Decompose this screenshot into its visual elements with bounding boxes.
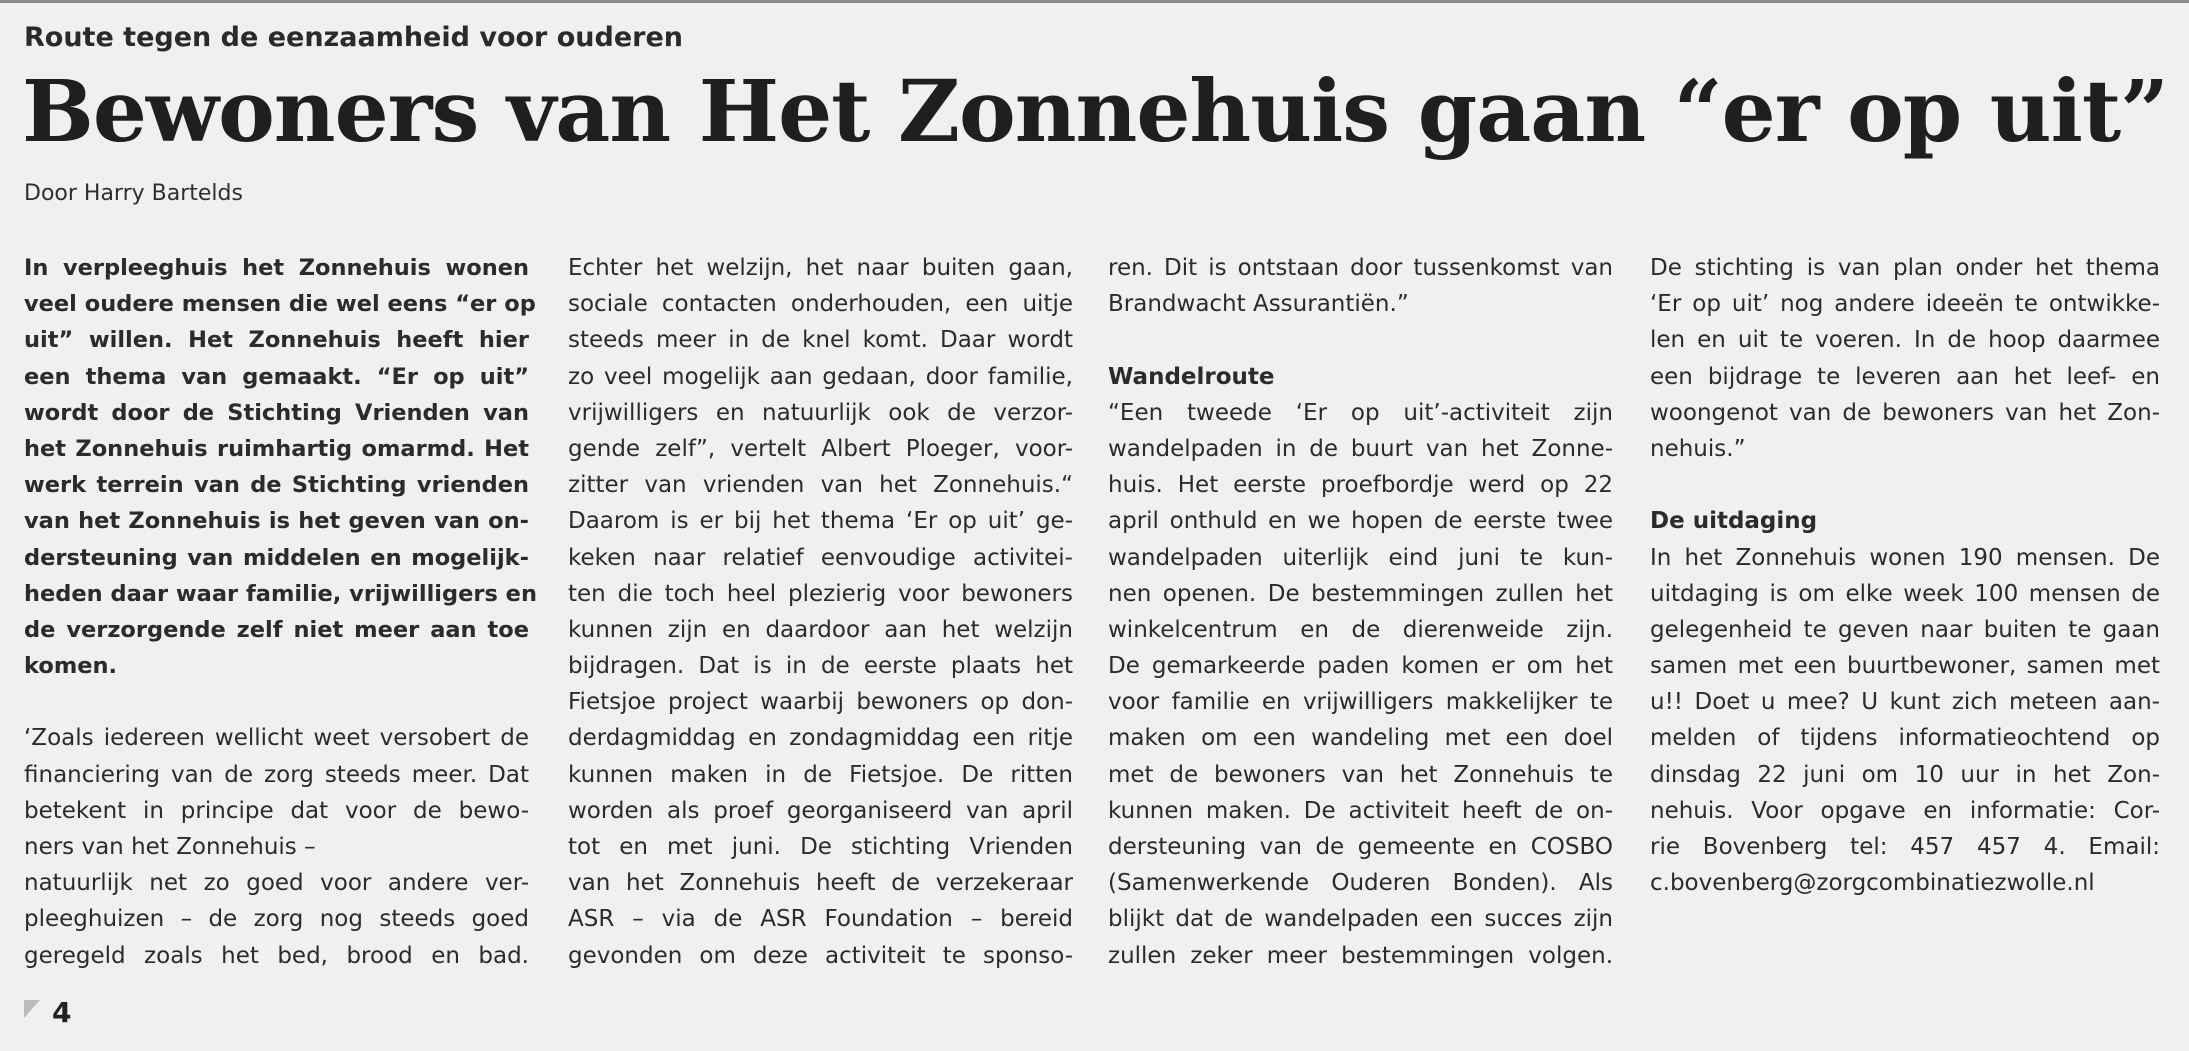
body-line: De stichting is van plan onder het thema [1650,255,2160,281]
body-line: van het Zonnehuis heeft de verzekeraar [568,870,1073,897]
body-line: zo veel mogelijk aan gedaan, door familie, [568,363,1073,390]
top-rule [0,0,2189,3]
body-line: een bijdrage te leveren aan het leef- en [1650,363,2160,390]
body-line: (Samenwerkende Ouderen Bonden). Als [1108,870,1613,897]
lead-line: het Zonnehuis ruimhartig omarmd. Het [24,435,529,462]
lead-line: wordt door de Stichting Vrienden van [24,399,529,426]
body-line: ‘Er op uit’ nog andere ideeën te ontwikke- [1650,291,2160,318]
body-line: natuurlijk net zo goed voor andere ver- [24,870,529,897]
lead-line: werk terrein van de Stichting vrienden [24,472,529,499]
body-line: geregeld zoals het bed, brood en bad. [24,942,529,969]
body-line: derdagmiddag en zondagmiddag een ritje [568,725,1073,752]
body-line: uitdaging is om elke week 100 mensen de [1650,580,2160,607]
body-line: gende zelf”, vertelt Albert Ploeger, voor- [568,435,1073,462]
page-number: 4 [52,996,72,1029]
body-line: wandelpaden in de buurt van het Zonne- [1108,435,1613,462]
body-line: nehuis.” [1650,435,1746,462]
body-line: wandelpaden uiterlijk eind juni te kun- [1108,544,1613,571]
body-line: “Een tweede ‘Er op uit’-activiteit zijn [1108,399,1613,426]
body-line: voor familie en vrijwilligers makkelijker te [1108,689,1613,716]
lead-line: heden daar waar familie, vrijwilligers en [24,580,537,607]
body-line: sociale contacten onderhouden, een uitje [568,291,1073,318]
body-line: vrijwilligers en natuurlijk ook de verzor- [568,399,1073,426]
body-line: melden of tijdens informatieochtend op [1650,725,2160,752]
body-line: met de bewoners van het Zonnehuis te [1108,761,1613,788]
body-line: Echter het welzijn, het naar buiten gaan, [568,255,1073,281]
article-column-4 [1650,250,2160,901]
body-line: kunnen maken in de Fietsjoe. De ritten [568,761,1073,788]
email-text: c.bovenberg@zorgcombinatiezwolle.nl [1650,870,2095,897]
article-byline: Door Harry Bartelds [24,181,243,206]
body-line: dersteuning van de gemeente en COSBO [1108,834,1613,860]
body-line: huis. Het eerste proefbordje werd op 22 [1108,472,1613,499]
body-line: keken naar relatief eenvoudige activitei- [568,544,1073,571]
body-line: kunnen maken. De activiteit heeft de on- [1108,797,1613,824]
article-column-1 [24,250,537,974]
body-line: steeds meer in de knel komt. Daar wordt [568,327,1073,354]
body-line: In het Zonnehuis wonen 190 mensen. De [1650,544,2160,571]
body-line: len en uit te voeren. In de hoop daarmee [1650,327,2160,354]
lead-line: van het Zonnehuis is het geven van on- [24,508,529,535]
body-line: gelegenheid te geven naar buiten te gaan [1650,616,2160,643]
subheading-de-uitdaging: De uitdaging [1650,508,1818,535]
body-line: ners van het Zonnehuis – [24,834,316,860]
body-line: financiering van de zorg steeds meer. Dat [24,761,529,788]
article-column-3 [1108,250,1613,974]
body-line: ‘Zoals iedereen wellicht weet versobert de [24,725,529,752]
body-line: Daarom is er bij het thema ‘Er op uit’ ge- [568,508,1073,535]
article-column-2 [568,250,1073,974]
subheading-wandelroute: Wandelroute [1108,363,1275,390]
lead-paragraph [24,250,537,684]
lead-line: komen. [24,653,118,680]
article-headline: Bewoners van Het Zonnehuis gaan “er op uit” [22,62,2169,162]
body-line: zullen zeker meer bestemmingen volgen. [1108,942,1613,969]
body-line: u!! Doet u mee? U kunt zich meteen aan- [1650,689,2160,716]
body-line: blijkt dat de wandelpaden een succes zijn [1108,906,1613,933]
body-line: rie Bovenberg tel: 457 457 4. Email: [1650,834,2160,860]
body-line: nehuis. Voor opgave en informatie: Cor- [1650,797,2160,824]
body-line: dinsdag 22 juni om 10 uur in het Zon- [1650,761,2160,788]
body-line: tot en met juni. De stichting Vrienden [568,834,1073,860]
body-line: bijdragen. Dat is in de eerste plaats het [568,653,1073,680]
article-kicker: Route tegen de eenzaamheid voor ouderen [24,22,684,53]
body-line: kunnen zijn en daardoor aan het welzijn [568,616,1073,643]
lead-line: de verzorgende zelf niet meer aan toe [24,616,529,643]
lead-line: In verpleeghuis het Zonnehuis wonen [24,255,529,281]
lead-line: een thema van gemaakt. “Er op uit” [24,363,529,390]
body-line: nen openen. De bestemmingen zullen het [1108,580,1613,607]
body-line: Brandwacht Assurantiën.” [1108,291,1409,318]
lead-line: dersteuning van middelen en mogelijk- [24,544,529,571]
body-line: maken om een wandeling met een doel [1108,725,1613,752]
body-line: Fietsjoe project waarbij bewoners op don- [568,689,1073,716]
body-paragraph [24,720,529,973]
body-line: gevonden om deze activiteit te sponso- [568,942,1073,969]
page-corner-mark-icon [24,996,46,1030]
body-line: zitter van vrienden van het Zonnehuis.“ [568,472,1073,499]
body-line: ren. Dit is ontstaan door tussenkomst van [1108,255,1613,281]
body-line: april onthuld en we hopen de eerste twee [1108,508,1613,535]
body-line: pleeghuizen – de zorg nog steeds goed [24,906,529,933]
body-line: ASR – via de ASR Foundation – bereid [568,906,1073,933]
lead-line: veel oudere mensen die wel eens “er op [24,291,536,318]
body-line: ten die toch heel plezierig voor bewoners [568,580,1073,607]
body-line: De gemarkeerde paden komen er om het [1108,653,1613,680]
lead-line: uit” willen. Het Zonnehuis heeft hier [24,327,529,354]
body-line: worden als proef georganiseerd van april [568,797,1073,824]
body-line: samen met een buurtbewoner, samen met [1650,653,2160,680]
body-line: woongenot van de bewoners van het Zon- [1650,399,2160,426]
body-line: winkelcentrum en de dierenweide zijn. [1108,616,1613,643]
body-line: betekent in principe dat voor de bewo- [24,797,529,824]
